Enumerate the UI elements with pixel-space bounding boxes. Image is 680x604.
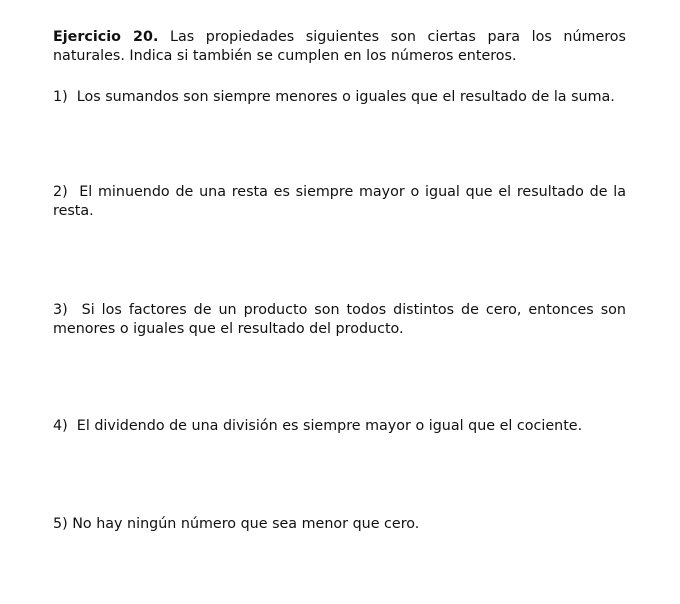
item-number: 2) (53, 184, 68, 200)
list-item (53, 301, 626, 339)
item-text: El dividendo de una división es siempre mayor o igual que el cociente. (76, 418, 583, 434)
item-text: Si los factores de un producto son todos distintos de cero, entonces son menores o iguales que el resultado del producto. (53, 302, 626, 337)
exercise-title: Ejercicio 20. (53, 29, 159, 45)
item-number: 1) (53, 89, 68, 105)
exercise-intro: Las propiedades siguientes son ciertas para los números naturales. Indica si también se cumplen en los números enteros. (53, 29, 626, 64)
item-text: No hay ningún número que sea menor que cero. (72, 516, 420, 532)
list-item (53, 88, 626, 107)
item-text: El minuendo de una resta es siempre mayor o igual que el resultado de la resta. (53, 184, 627, 219)
item-number: 5) (53, 516, 68, 532)
item-number: 4) (53, 418, 68, 434)
exercise-statement (53, 28, 626, 66)
item-text: Los sumandos son siempre menores o iguales que el resultado de la suma. (76, 89, 615, 105)
list-item (53, 515, 626, 534)
list-item (53, 183, 626, 221)
list-item (53, 417, 626, 436)
item-number: 3) (53, 302, 68, 318)
